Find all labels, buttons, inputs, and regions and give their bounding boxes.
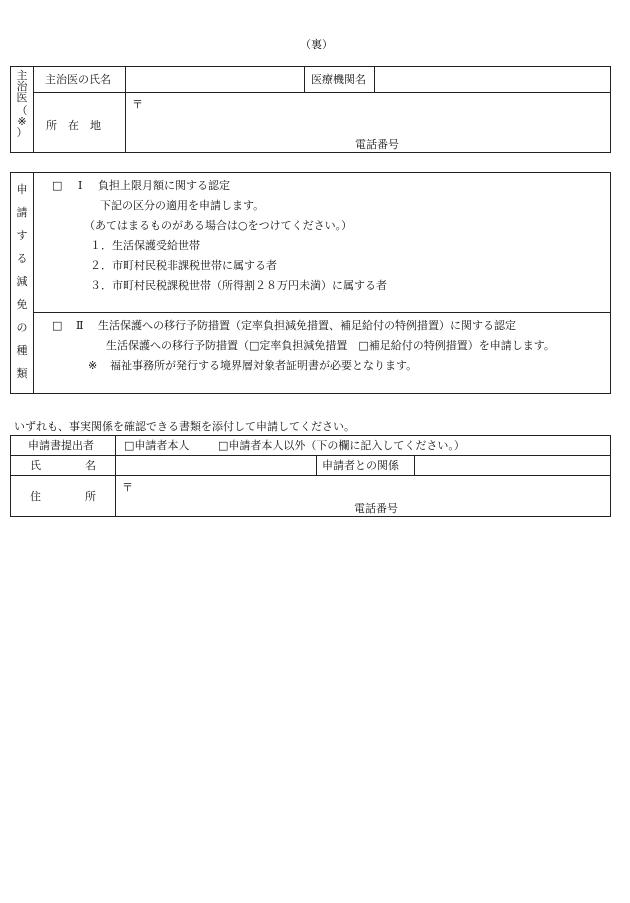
doctor-name-field[interactable] xyxy=(127,68,303,91)
doctor-phone-label: 電話番号 xyxy=(355,138,399,151)
relation-label: 申請者との関係 xyxy=(322,459,399,472)
section2-note-mark: ※ xyxy=(88,359,98,372)
section2-title: 生活保護への移行予防措置（定率負担減免措置、補足給付の特例措置）に関する認定 xyxy=(98,319,516,332)
section2-note: 福祉事務所が発行する境界層対象者証明書が必要となります。 xyxy=(110,359,418,372)
section1-checkbox[interactable]: □ xyxy=(52,179,63,192)
section1-item-2[interactable]: ２．市町村民税非課税世帯に属する者 xyxy=(90,259,277,272)
institution-label: 医療機関名 xyxy=(311,73,366,86)
submitter-option-self[interactable]: □申請者本人 xyxy=(124,439,190,452)
submitter-phone-label: 電話番号 xyxy=(354,502,398,515)
submitter-label: 申請書提出者 xyxy=(28,439,94,452)
doctor-postal-mark: 〒 xyxy=(132,98,143,111)
institution-field[interactable] xyxy=(376,68,609,91)
reduction-side-label: 申 請 す る 減 免 の 種 類 xyxy=(16,183,28,380)
submitter-name-field[interactable] xyxy=(117,457,315,474)
section1-line1: 下記の区分の適用を申請します。 xyxy=(100,199,265,212)
submitter-postal-mark: 〒 xyxy=(122,481,133,494)
doctor-name-label: 主治医の氏名 xyxy=(45,73,111,86)
submitter-address-label: 住 所 xyxy=(30,490,96,503)
section2-roman: Ⅱ xyxy=(76,319,84,332)
section2-line1: 生活保護への移行予防措置（□定率負担減免措置 □補足給付の特例措置）を申請します。 xyxy=(106,339,555,352)
submitter-name-label: 氏 名 xyxy=(30,459,96,472)
section1-title: 負担上限月額に関する認定 xyxy=(98,179,230,192)
section1-note: （あてはまるものがある場合は○をつけてください。） xyxy=(84,219,353,232)
submitter-option-other[interactable]: □申請者本人以外（下の欄に記入してください。） xyxy=(218,439,465,452)
section1-roman: Ⅰ xyxy=(78,179,83,192)
section1-item-3[interactable]: ３．市町村民税課税世帯（所得割２８万円未満）に属する者 xyxy=(90,279,387,292)
relation-field[interactable] xyxy=(416,457,609,474)
section1-item-1[interactable]: １．生活保護受給世帯 xyxy=(90,239,200,252)
section2-checkbox[interactable]: □ xyxy=(52,319,63,332)
doctor-side-label: 主 治 医 （ ※ ） xyxy=(16,69,28,139)
doctor-address-label: 所 在 地 xyxy=(46,119,101,132)
page-label: （裏） xyxy=(300,38,333,51)
instruction-text: いずれも、事実関係を確認できる書類を添付して申請してください。 xyxy=(14,420,355,433)
